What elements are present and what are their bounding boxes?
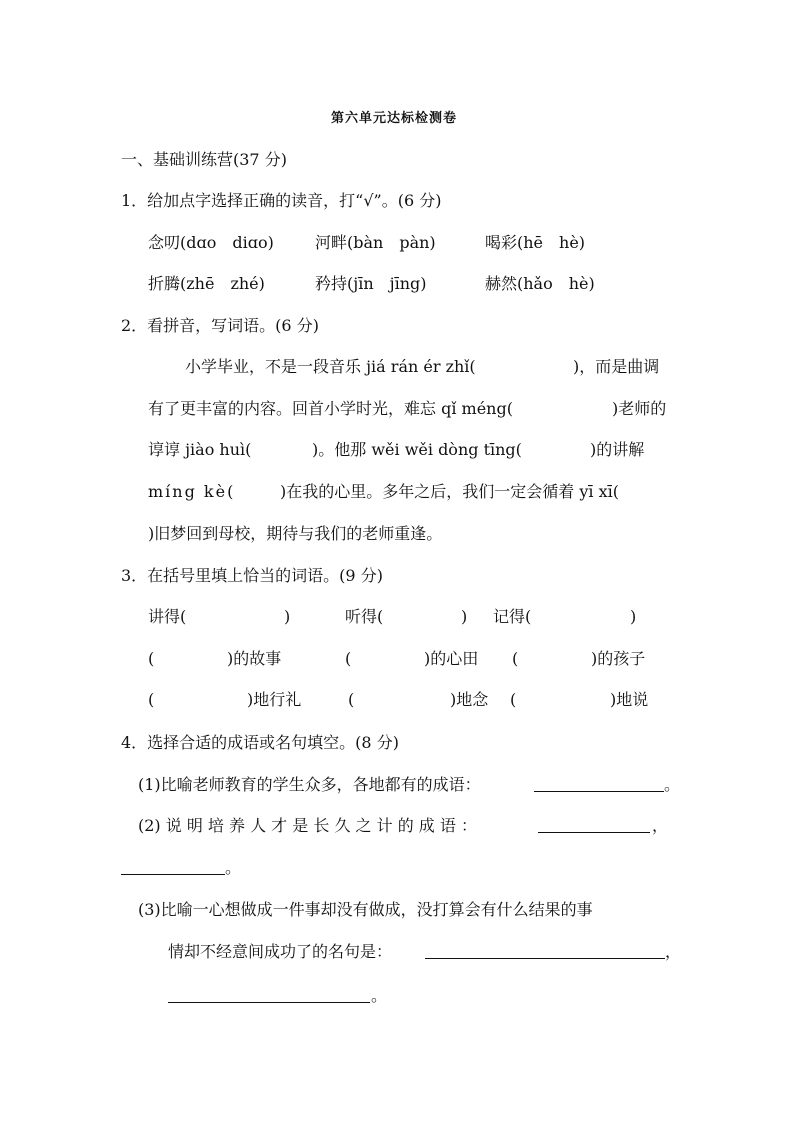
q3-item: ( [512, 649, 519, 668]
q3-item: ) [461, 607, 468, 626]
answer-blank[interactable] [425, 944, 665, 959]
q3-item: ( [348, 690, 355, 709]
q2-passage-line: 有了更丰富的内容。回首小学时光，难忘 qǐ méng( [148, 399, 513, 418]
q2-passage-line: míng kè( [148, 482, 236, 501]
answer-blank[interactable] [538, 818, 650, 833]
q3-item: 讲得( [148, 607, 187, 626]
q4-sub-3-end: 。 [371, 986, 388, 1005]
q4-sub-2: (2) 说 明 培 养 人 才 是 长 久 之 计 的 成 语 ： [138, 816, 477, 835]
q3-item: ) [284, 607, 291, 626]
q2-passage-line: )的讲解 [590, 440, 645, 459]
question-1-prompt: 1．给加点字选择正确的读音，打“√”。(6 分) [121, 191, 442, 210]
page-title: 第六单元达标检测卷 [331, 111, 458, 126]
q3-item: ( [148, 649, 155, 668]
q3-item: )地行礼 [247, 690, 302, 709]
q2-passage-line: )旧梦回到母校，期待与我们的老师重逢。 [148, 524, 443, 543]
q4-sub-2-comma: ， [652, 816, 669, 835]
q3-item: )地说 [610, 690, 649, 709]
q2-passage-line: 小学毕业，不是一段音乐 jiá rán ér zhǐ( [185, 357, 476, 376]
q1-option: 矜持(jīn jīng) [315, 274, 427, 293]
q4-sub-3-cont: 情却不经意间成功了的名句是： [168, 942, 393, 961]
q3-item: )的孩子 [591, 649, 646, 668]
answer-blank[interactable] [121, 860, 225, 875]
q1-option: 喝彩(hē hè) [485, 233, 586, 252]
question-4-prompt: 4．选择合适的成语或名句填空。(8 分) [121, 733, 399, 752]
q4-sub-1: (1)比喻老师教育的学生众多，各地都有的成语： [138, 775, 481, 794]
question-2-prompt: 2．看拼音，写词语。(6 分) [121, 316, 319, 335]
q1-option: 念叨(dɑo diɑo) [148, 233, 274, 252]
q4-sub-1-end: 。 [664, 775, 681, 794]
q3-item: ( [510, 690, 517, 709]
q1-option: 赫然(hǎo hè) [485, 274, 595, 293]
q3-item: )的心田 [424, 649, 479, 668]
q3-item: )地念 [450, 690, 489, 709]
q3-item: ) [630, 607, 637, 626]
question-3-prompt: 3．在括号里填上恰当的词语。(9 分) [121, 566, 383, 585]
q2-passage-line: )。他那 wěi wěi dòng tīng( [312, 440, 522, 459]
answer-blank[interactable] [534, 777, 664, 792]
q1-option: 河畔(bàn pàn) [315, 233, 436, 252]
q3-item: )的故事 [227, 649, 282, 668]
q2-passage-line: )老师的 [612, 399, 667, 418]
answer-blank[interactable] [168, 988, 370, 1003]
q4-sub-3-comma: ， [665, 942, 682, 961]
section-heading: 一、基础训练营(37 分) [121, 150, 287, 169]
q3-item: ( [148, 690, 155, 709]
q3-item: 听得( [345, 607, 384, 626]
q2-passage-line: )在我的心里。多年之后，我们一定会循着 yī xī( [280, 482, 619, 501]
q4-sub-3: (3)比喻一心想做成一件事却没有做成，没打算会有什么结果的事 [138, 900, 593, 919]
q3-item: ( [345, 649, 352, 668]
q4-sub-2-end: 。 [225, 858, 242, 877]
q2-passage-line: 谆谆 jiào huì( [148, 440, 252, 459]
q2-passage-line: )，而是曲调 [573, 357, 660, 376]
q3-item: 记得( [493, 607, 532, 626]
q1-option: 折腾(zhē zhé) [148, 274, 265, 293]
